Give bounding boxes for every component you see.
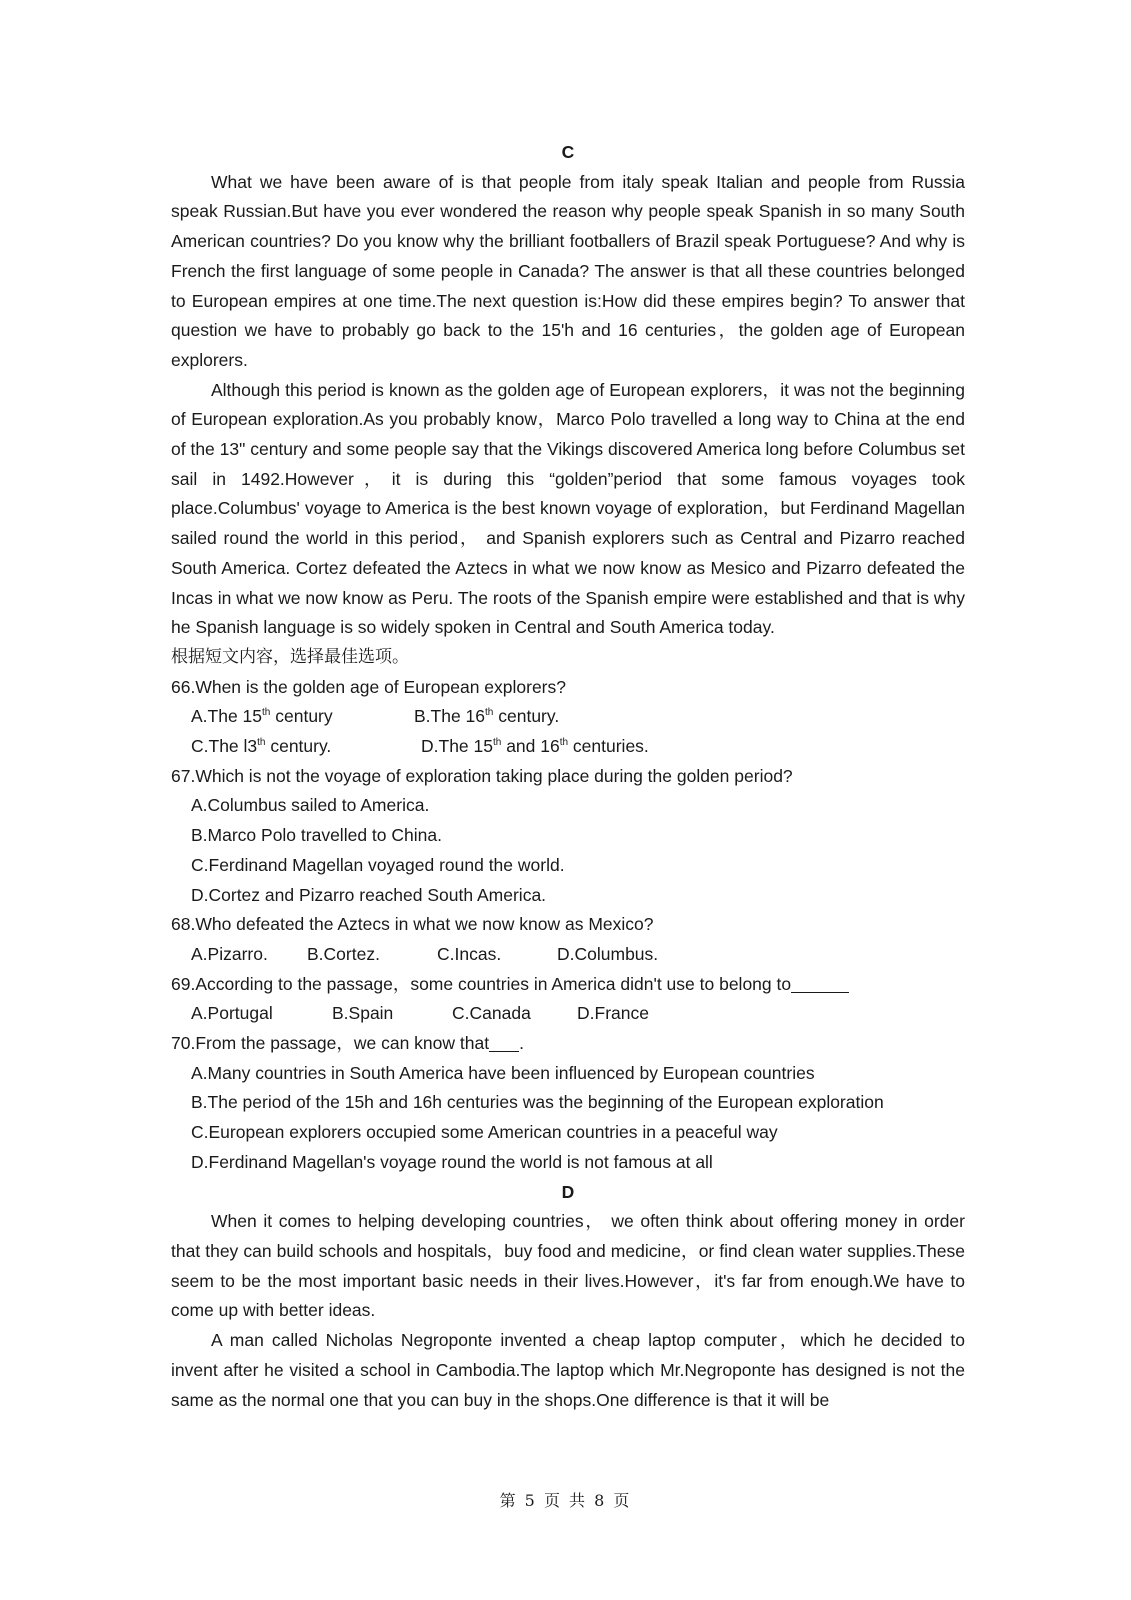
question-69 (171, 970, 965, 1029)
question-68-stem: 68.Who defeated the Aztecs in what we now know as Mexico? (171, 914, 654, 935)
question-66-options-row-1 (171, 702, 965, 732)
option-67-b[interactable]: B.Marco Polo travelled to China. (191, 825, 442, 846)
question-66 (171, 673, 965, 762)
answer-blank[interactable] (791, 974, 849, 993)
question-69-stem: 69.According to the passage，some countries in America didn't use to belong to (171, 970, 965, 1000)
section-c-title: C (561, 142, 575, 162)
instruction-text: 根据短文内容，选择最佳选项。 (171, 646, 409, 667)
option-70-a[interactable]: A.Many countries in South America have been influenced by European countries (191, 1062, 815, 1083)
option-68-c[interactable]: C.Incas. (437, 943, 502, 964)
question-68 (171, 910, 965, 969)
option-67-d[interactable]: D.Cortez and Pizarro reached South America. (191, 884, 547, 905)
question-66-stem: 66.When is the golden age of European explorers? (171, 676, 566, 697)
option-69-d[interactable]: D.France (577, 1003, 649, 1024)
section-d-paragraph-2: A man called Nicholas Negroponte invented a cheap laptop computer，which he decided to invent after he visited a school in Cambodia.The laptop which Mr.Negroponte has designed is not the same as the normal one that you can buy in the shops.One difference is that it will be (171, 1330, 965, 1410)
option-69-a[interactable]: A.Portugal (191, 1003, 273, 1024)
option-68-a[interactable]: A.Pizarro. (191, 943, 268, 964)
section-d-title: D (561, 1181, 575, 1202)
question-70 (171, 1029, 965, 1178)
option-66-c[interactable]: C.The l3th century. (191, 736, 332, 757)
option-67-c[interactable]: C.Ferdinand Magellan voyaged round the world. (191, 854, 565, 875)
section-d-paragraph-1: When it comes to helping developing countries， we often think about offering money in order that they can build schools and hospitals，buy food and medicine，or find clean water supplies.These seem to be the most important basic needs in their lives.However，it's far from enough.We have to come up with better ideas. (171, 1211, 965, 1321)
option-70-d[interactable]: D.Ferdinand Magellan's voyage round the world is not famous at all (191, 1151, 713, 1172)
answer-blank[interactable] (489, 1033, 519, 1052)
question-66-options-row-2 (171, 732, 965, 762)
question-67 (171, 762, 965, 911)
option-70-b[interactable]: B.The period of the 15h and 16h centuries was the beginning of the European exploration (191, 1092, 884, 1113)
question-69-options (171, 999, 965, 1029)
option-68-b[interactable]: B.Cortez. (307, 943, 380, 964)
section-c-paragraph-1: What we have been aware of is that people from italy speak Italian and people from Russia speak Russian.But have you ever wondered the reason why people speak Spanish in so many South American countries? Do you know why the brilliant footballers of Brazil speak Portuguese? And why is French the first language of some people in Canada? The answer is that all these countries belonged to European empires at one time.The next question is:How did these empires begin? To answer that question we have to probably go back to the 15'h and 16 centuries，the golden age of European explorers. (171, 171, 965, 370)
exam-page-content (171, 138, 965, 1415)
option-69-b[interactable]: B.Spain (332, 1003, 394, 1024)
question-70-stem: 70.From the passage，we can know that . (171, 1033, 524, 1054)
option-68-d[interactable]: D.Columbus. (557, 943, 659, 964)
option-69-c[interactable]: C.Canada (452, 1003, 531, 1024)
option-67-a[interactable]: A.Columbus sailed to America. (191, 795, 430, 816)
option-66-a[interactable]: A.The 15th century (191, 706, 333, 727)
question-68-options (171, 940, 965, 970)
page-footer: 第 5 页 共 8 页 (499, 1491, 632, 1510)
question-67-stem: 67.Which is not the voyage of exploration taking place during the golden period? (171, 765, 793, 786)
option-66-d[interactable]: D.The 15th and 16th centuries. (421, 736, 649, 757)
option-66-b[interactable]: B.The 16th century. (414, 706, 560, 727)
section-c-paragraph-2: Although this period is known as the golden age of European explorers，it was not the beginning of European exploration.As you probably know，Marco Polo travelled a long way to China at the end of the 13" century and some people say that the Vikings discovered America long before Columbus set sail in 1492.However，it is during this “golden”period that some famous voyages took place.Columbus' voyage to America is the best known voyage of exploration，but Ferdinand Magellan sailed round the world in this period， and Spanish explorers such as Central and Pizarro reached South America. Cortez defeated the Aztecs in what we now know as Mesico and Pizarro defeated the Incas in what we now know as Peru. The roots of the Spanish empire were established and that is why he Spanish language is so widely spoken in Central and South America today. (171, 379, 965, 638)
option-70-c[interactable]: C.European explorers occupied some American countries in a peaceful way (191, 1122, 778, 1143)
